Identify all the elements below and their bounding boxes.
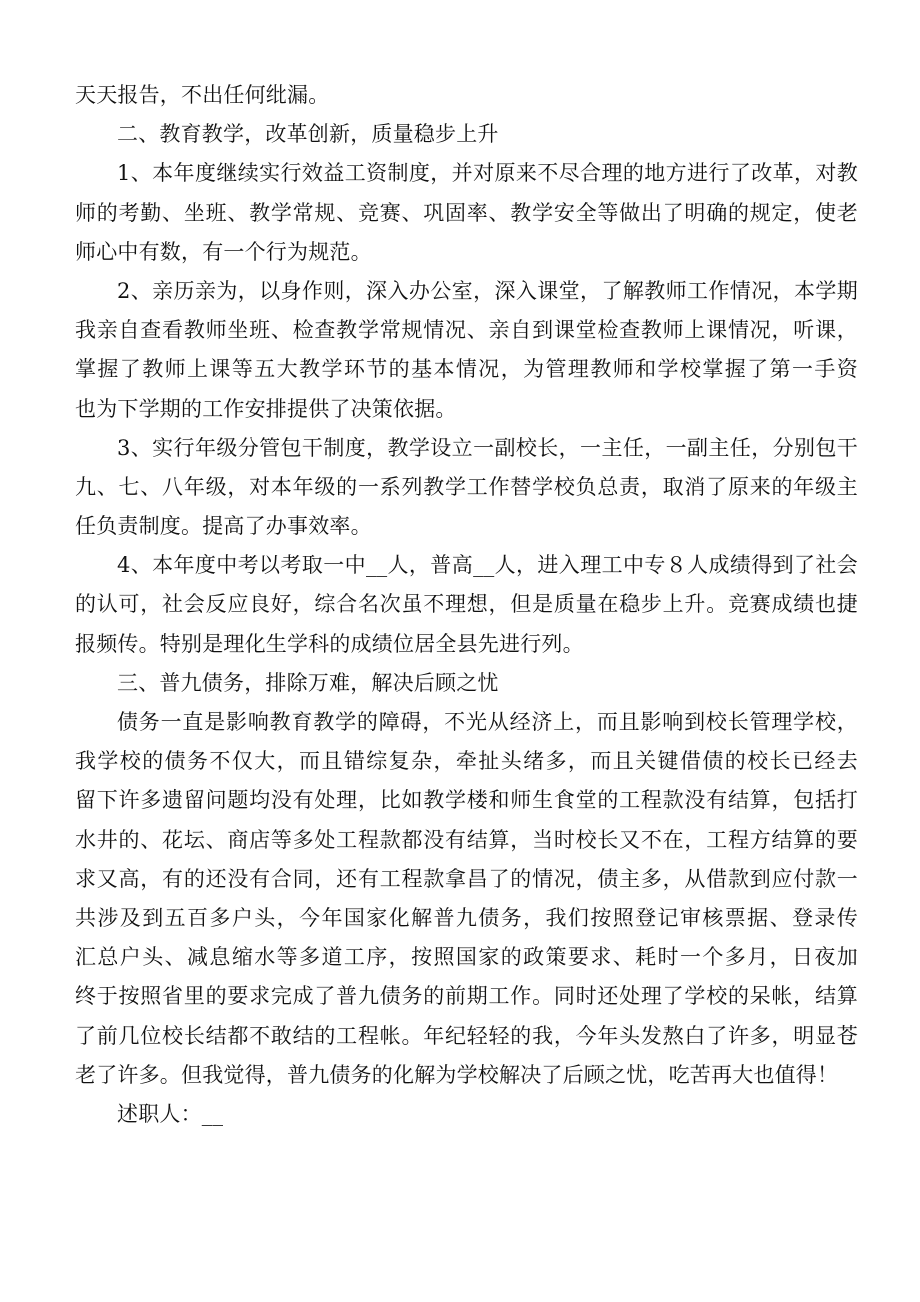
text-line: 师的考勤、坐班、教学常规、竞赛、巩固率、教学安全等做出了明确的规定，使老 <box>75 200 858 225</box>
text-line: 2、亲历亲为，以身作则，深入办公室，深入课堂，了解教师工作情况，本学期 <box>117 278 858 303</box>
text-line: 报频传。特别是理化生学科的成绩位居全县先进行列。 <box>75 631 584 656</box>
text-line: 汇总户头、减息缩水等多道工序，按照国家的政策要求、耗时一个多月，日夜加 <box>75 945 858 970</box>
text-line: 4、本年度中考以考取一中__人，普高__人，进入理工中专８人成绩得到了社会 <box>117 553 858 578</box>
text-line: 共涉及到五百多户头，今年国家化解普九债务，我们按照登记审核票据、登录传 <box>75 905 858 930</box>
text-line: 师心中有数，有一个行为规范。 <box>75 239 372 264</box>
text-line: 天天报告，不出任何纰漏。 <box>75 83 330 107</box>
text-line: 1、本年度继续实行效益工资制度，并对原来不尽合理的地方进行了改革，对教 <box>117 161 858 186</box>
text-line: 终于按照省里的要求完成了普九债务的前期工作。同时还处理了学校的呆帐，结算 <box>75 984 858 1009</box>
text-line: 三、普九债务，排除万难，解决后顾之忧 <box>117 670 499 695</box>
text-line: 也为下学期的工作安排提供了决策依据。 <box>75 396 457 421</box>
text-line: 掌握了教师上课等五大教学环节的基本情况，为管理教师和学校掌握了第一手资 <box>75 357 858 382</box>
text-line: 我亲自查看教师坐班、检查教学常规情况、亲自到课堂检查教师上课情况，听课， <box>75 318 858 343</box>
text-line: 老了许多。但我觉得，普九债务的化解为学校解决了后顾之忧，吃苦再大也值得！ <box>75 1062 839 1087</box>
text-line: 我学校的债务不仅大，而且错综复杂，牵扯头绪多，而且关键借债的校长已经去 <box>75 749 858 774</box>
text-line: 求又高，有的还没有合同，还有工程款拿昌了的情况，债主多，从借款到应付款一 <box>75 866 858 891</box>
text-line: 的认可，社会反应良好，综合名次虽不理想，但是质量在稳步上升。竞赛成绩也捷 <box>75 592 858 617</box>
text-line: 3、实行年级分管包干制度，教学设立一副校长，一主任，一副主任，分别包干 <box>117 435 858 460</box>
text-line: 二、教育教学，改革创新，质量稳步上升 <box>117 122 499 147</box>
text-line: 债务一直是影响教育教学的障碍，不光从经济上，而且影响到校长管理学校， <box>117 710 858 734</box>
text-line: 水井的、花坛、商店等多处工程款都没有结算，当时校长又不在，工程方结算的要 <box>75 827 858 852</box>
text-line: 述职人：__ <box>117 1101 224 1126</box>
text-line: 九、七、八年级，对本年级的一系列教学工作替学校负总责，取消了原来的年级主 <box>75 474 858 499</box>
text-line: 留下许多遗留问题均没有处理，比如教学楼和师生食堂的工程款没有结算，包括打 <box>75 788 858 813</box>
text-line: 任负责制度。提高了办事效率。 <box>75 514 372 539</box>
text-line: 了前几位校长结都不敢结的工程帐。年纪轻轻的我，今年头发熬白了许多，明显苍 <box>75 1023 858 1048</box>
